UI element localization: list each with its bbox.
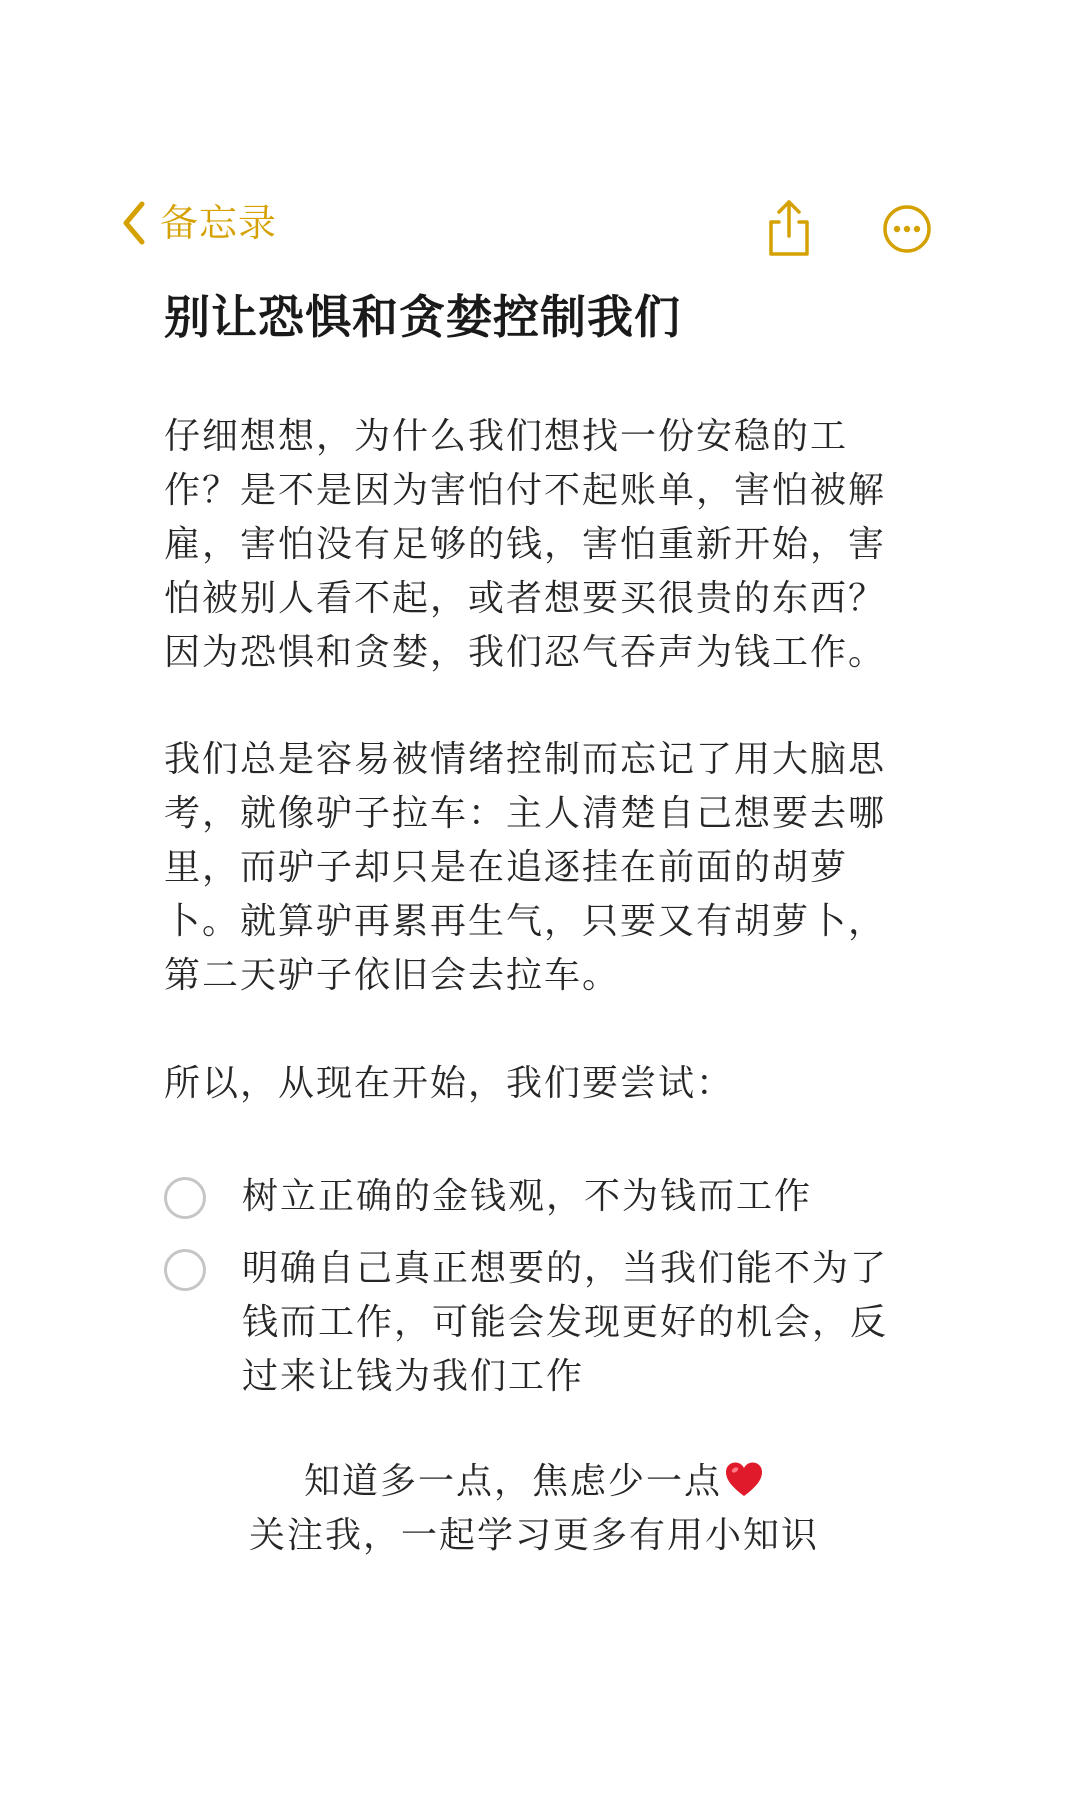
checklist-item-text[interactable]: 树立正确的金钱观，不为钱而工作: [242, 1176, 813, 1217]
note-paragraph-1[interactable]: 仔细想想，为什么我们想找一份安稳的工作？是不是因为害怕付不起账单，害怕被解雇，害怕没有足够的钱，害怕重新开始，害怕被别人看不起，或者想要买很贵的东西？因为恐惧和贪婪，我们忍气吞声为钱工作。: [164, 416, 887, 673]
footer-line-2[interactable]: 关注我，一起学习更多有用小知识: [248, 1515, 819, 1556]
checkbox[interactable]: [164, 1249, 206, 1291]
heart-icon: [724, 1461, 764, 1499]
checklist-item-text[interactable]: 明确自己真正想要的，当我们能不为了钱而工作，可能会发现更好的机会，反过来让钱为我们工作: [242, 1248, 889, 1397]
checklist-item: [164, 1242, 904, 1404]
chevron-left-icon: [120, 200, 148, 246]
note-paragraph-3[interactable]: 所以，从现在开始，我们要尝试：: [164, 1063, 735, 1104]
back-label: 备忘录: [160, 201, 278, 245]
navigation-bar: [0, 0, 1080, 300]
checklist-item: [164, 1170, 904, 1224]
checkbox[interactable]: [164, 1177, 206, 1219]
note-footer: [164, 1455, 904, 1563]
footer-line-1-text[interactable]: 知道多一点，焦虑少一点: [303, 1461, 722, 1502]
note-title[interactable]: 别让恐惧和贪婪控制我们: [164, 290, 681, 344]
footer-line-1: [164, 1455, 904, 1509]
share-icon[interactable]: [762, 198, 816, 258]
back-button[interactable]: [120, 198, 277, 248]
more-icon[interactable]: [882, 204, 932, 254]
note-paragraph-2[interactable]: 我们总是容易被情绪控制而忘记了用大脑思考，就像驴子拉车：主人清楚自己想要去哪里，而驴子却只是在追逐挂在前面的胡萝卜。就算驴再累再生气，只要又有胡萝卜，第二天驴子依旧会去拉车。: [164, 739, 887, 996]
